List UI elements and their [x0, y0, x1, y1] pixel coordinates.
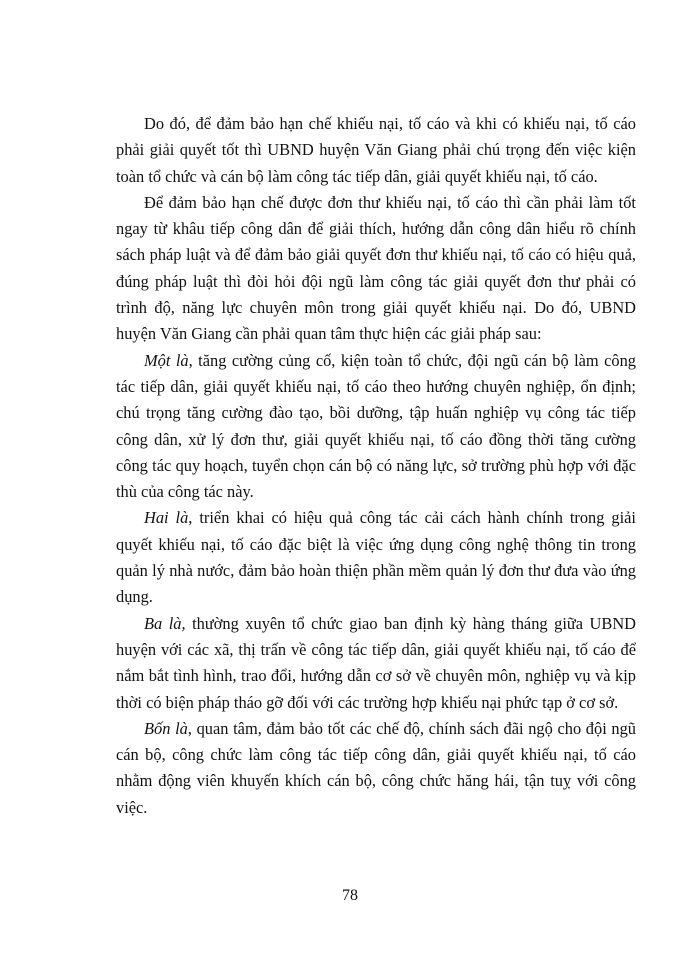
- solution-three: [116, 611, 636, 716]
- body-text: [116, 111, 636, 821]
- paragraph-text: , tăng cường củng cố, kiện toàn tổ chức, đội ngũ cán bộ làm công tác tiếp dân, giải quyết khiếu nại, tố cáo theo hướng chuyên nghiệp, ổn định; chú trọng tăng cường đào tạo, bồi dưỡng, tập huấn nghiệp vụ công tác tiếp công dân, xử lý đơn thư, giải quyết khiếu nại, tố cáo đồng thời tăng cường công tác quy hoạch, tuyển chọn cán bộ có năng lực, sở trường phù hợp với đặc thù của công tác này.: [116, 350, 636, 502]
- paragraph-text: Để đảm bảo hạn chế được đơn thư khiếu nại, tố cáo thì cần phải làm tốt ngay từ khâu tiếp công dân để giải thích, hướng dẫn công dân hiểu rõ chính sách pháp luật và để đảm bảo giải quyết đơn thư khiếu nại, tố cáo có hiệu quả, đúng pháp luật thì đòi hỏi đội ngũ làm công tác giải quyết đơn thư phải có trình độ, năng lực chuyên môn trong giải quyết khiếu nại. Do đó, UBND huyện Văn Giang cần phải quan tâm thực hiện các giải pháp sau:: [116, 192, 636, 344]
- solution-one: [116, 348, 636, 506]
- solution-four: [116, 716, 636, 821]
- paragraph: [116, 190, 636, 348]
- paragraph-text: , triển khai có hiệu quả công tác cải cách hành chính trong giải quyết khiếu nại, tố cáo đặc biệt là việc ứng dụng công nghệ thông tin trong quản lý nhà nước, đảm bảo hoàn thiện phần mềm quản lý đơn thư đưa vào ứng dụng.: [116, 508, 636, 607]
- paragraph-text: thường xuyên tổ chức giao ban định kỳ hàng tháng giữa UBND huyện với các xã, thị trấn về công tác tiếp dân, giải quyết khiếu nại, tố cáo để nắm bắt tình hình, trao đổi, hướng dẫn cơ sở về chuyên môn, nghiệp vụ và kịp thời có biện pháp tháo gỡ đối với các trường hợp khiếu nại phức tạp ở cơ sở.: [116, 613, 636, 712]
- paragraph-text: , quan tâm, đảm bảo tốt các chế độ, chính sách đãi ngộ cho đội ngũ cán bộ, công chức làm công tác tiếp công dân, giải quyết khiếu nại, tố cáo nhằm động viên khuyến khích cán bộ, công chức hăng hái, tận tuỵ với công việc.: [116, 718, 636, 817]
- paragraph-text: Do đó, để đảm bảo hạn chế khiếu nại, tố cáo và khi có khiếu nại, tố cáo phải giải quyết tốt thì UBND huyện Văn Giang phải chú trọng đến việc kiện toàn tổ chức và cán bộ làm công tác tiếp dân, giải quyết khiếu nại, tố cáo.: [116, 114, 636, 186]
- solution-two: [116, 505, 636, 610]
- paragraph-lead: Một là: [144, 350, 189, 370]
- paragraph-lead: Bốn là: [144, 718, 188, 738]
- paragraph-lead: Ba là,: [144, 613, 186, 633]
- page-number: 78: [342, 887, 358, 904]
- paragraph-lead: Hai là: [144, 508, 189, 528]
- paragraph: [116, 111, 636, 190]
